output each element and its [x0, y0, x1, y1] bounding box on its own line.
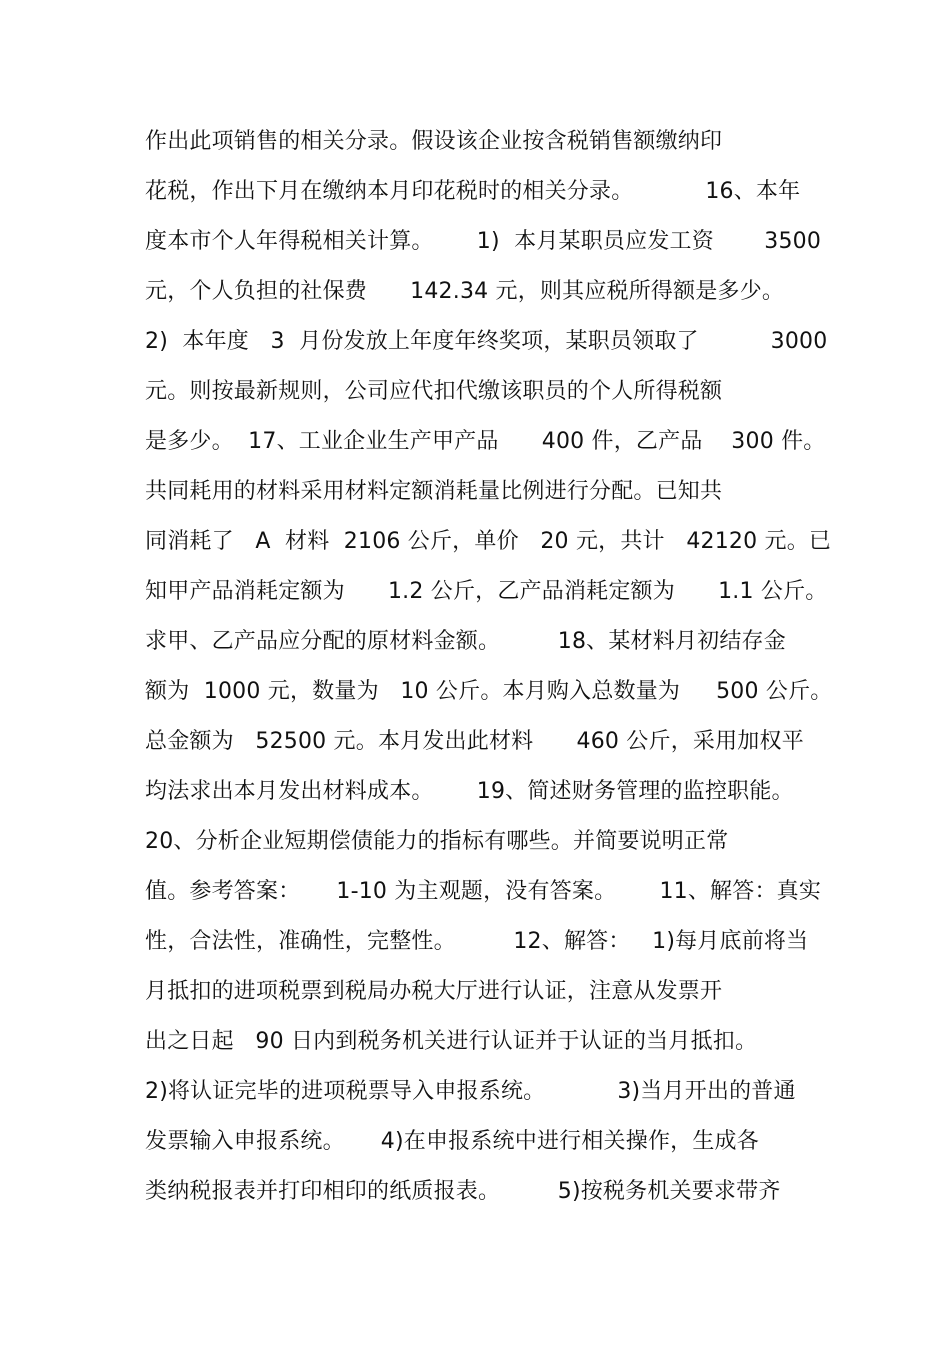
text-line: 出之日起 90 日内到税务机关进行认证并于认证的当月抵扣。 [145, 1029, 758, 1054]
text-line: 知甲产品消耗定额为 1.2 公斤，乙产品消耗定额为 1.1 公斤。 [145, 579, 828, 604]
text-line: 20、分析企业短期偿债能力的指标有哪些。并简要说明正常 [145, 829, 729, 854]
text-line: 类纳税报表并打印相印的纸质报表。 5)按税务机关要求带齐 [145, 1179, 781, 1204]
text-line: 是多少。 17、工业企业生产甲产品 400 件，乙产品 300 件。 [145, 429, 826, 454]
text-line: 元。则按最新规则，公司应代扣代缴该职员的个人所得税额 [145, 379, 723, 404]
text-line: 2)将认证完毕的进项税票导入申报系统。 3)当月开出的普通 [145, 1079, 796, 1104]
text-line: 度本市个人年得税相关计算。 1) 本月某职员应发工资 3500 [145, 229, 822, 254]
text-line: 月抵扣的进项税票到税局办税大厅进行认证，注意从发票开 [145, 979, 723, 1004]
text-line: 值。参考答案： 1-10 为主观题，没有答案。 11、解答：真实 [145, 879, 822, 904]
text-line: 均法求出本月发出材料成本。 19、简述财务管理的监控职能。 [145, 779, 794, 804]
text-line: 额为 1000 元，数量为 10 公斤。本月购入总数量为 500 公斤。 [145, 679, 833, 704]
text-line: 发票输入申报系统。 4)在申报系统中进行相关操作，生成各 [145, 1129, 759, 1154]
text-line: 花税，作出下月在缴纳本月印花税时的相关分录。 16、本年 [145, 179, 801, 204]
text-line: 同消耗了 A 材料 2106 公斤，单价 20 元，共计 42120 元。已 [145, 529, 832, 554]
text-line: 元，个人负担的社保费 142.34 元，则其应税所得额是多少。 [145, 279, 785, 304]
text-line: 求甲、乙产品应分配的原材料金额。 18、某材料月初结存金 [145, 629, 786, 654]
text-line: 共同耗用的材料采用材料定额消耗量比例进行分配。已知共 [145, 479, 723, 504]
text-line: 总金额为 52500 元。本月发出此材料 460 公斤，采用加权平 [145, 729, 804, 754]
document-body [145, 122, 833, 1222]
text-line: 2) 本年度 3 月份发放上年度年终奖项，某职员领取了 3000 [145, 329, 828, 354]
text-line: 性，合法性，准确性，完整性。 12、解答： 1)每月底前将当 [145, 929, 809, 954]
text-line: 作出此项销售的相关分录。假设该企业按含税销售额缴纳印 [145, 129, 723, 154]
